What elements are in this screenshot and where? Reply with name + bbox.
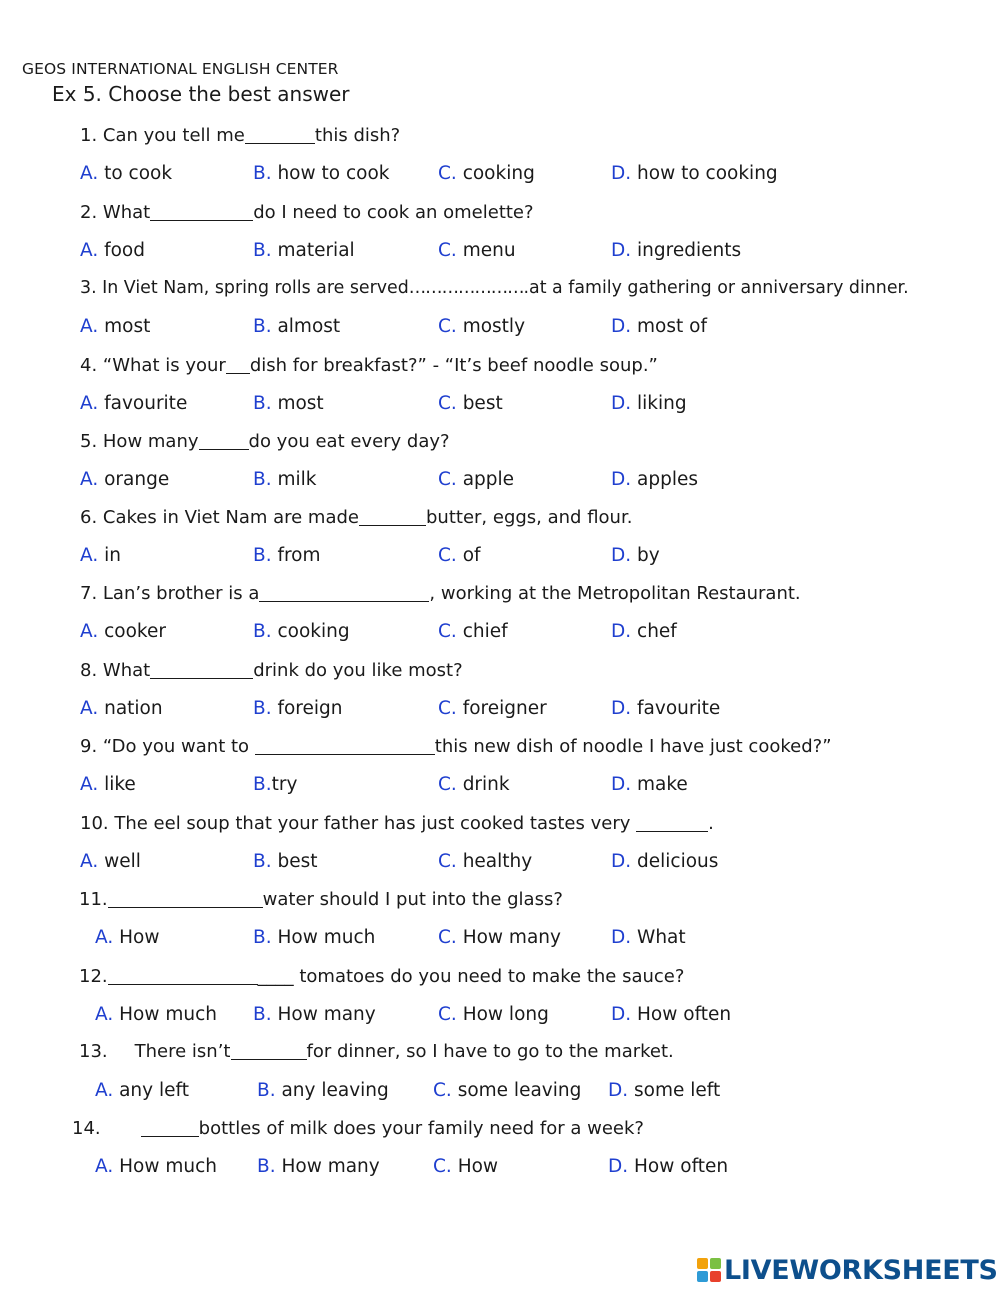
answer-blank[interactable] [259, 583, 429, 602]
option-c[interactable]: C. How long [438, 1004, 549, 1025]
option-d[interactable]: D. liking [611, 393, 687, 414]
option-c[interactable]: C. menu [438, 240, 516, 261]
option-b[interactable]: B. from [253, 545, 321, 566]
option-b[interactable]: B. How many [257, 1156, 380, 1177]
answer-blank[interactable] [150, 660, 253, 679]
option-b[interactable]: B. How much [253, 927, 376, 948]
liveworksheets-logo [697, 1253, 998, 1287]
question-11: 11. water should I put into the glass? [79, 889, 563, 910]
option-b[interactable]: B. milk [253, 469, 317, 490]
option-b[interactable]: B. almost [253, 316, 341, 337]
option-a[interactable]: A. to cook [80, 163, 173, 184]
question-3: 3. In Viet Nam, spring rolls are served………………….at a family gathering or anniversary dinner. [80, 278, 909, 298]
answer-blank[interactable] [226, 355, 250, 374]
option-c[interactable]: C. cooking [438, 163, 535, 184]
option-d[interactable]: D. most of [611, 316, 707, 337]
option-c[interactable]: C. some leaving [433, 1080, 582, 1101]
option-c[interactable]: C. of [438, 545, 481, 566]
option-a[interactable]: A. orange [80, 469, 170, 490]
answer-blank[interactable] [199, 431, 249, 450]
answer-blank[interactable] [150, 202, 253, 221]
question-13: 13. There isn’t for dinner, so I have to go to the market. [79, 1041, 674, 1062]
option-d[interactable]: D. What [611, 927, 686, 948]
question-6: 6. Cakes in Viet Nam are made butter, eggs, and flour. [80, 507, 633, 528]
question-5: 5. How many do you eat every day? [80, 431, 450, 452]
option-c[interactable]: C. foreigner [438, 698, 547, 719]
option-b[interactable]: B. best [253, 851, 318, 872]
option-a[interactable]: A. most [80, 316, 151, 337]
option-b[interactable]: B.try [253, 774, 298, 795]
option-d[interactable]: D. by [611, 545, 660, 566]
option-c[interactable]: C. apple [438, 469, 515, 490]
option-d[interactable]: D. apples [611, 469, 699, 490]
option-a[interactable]: A. like [80, 774, 136, 795]
liveworksheets-logo-icon [697, 1258, 721, 1282]
option-d[interactable]: D. how to cooking [611, 163, 778, 184]
option-a[interactable]: A. well [80, 851, 141, 872]
question-1: 1. Can you tell me this dish? [80, 125, 401, 146]
question-7: 7. Lan’s brother is a , working at the Metropolitan Restaurant. [80, 583, 801, 604]
option-d[interactable]: D. delicious [611, 851, 719, 872]
answer-blank[interactable]: ………………… [408, 278, 524, 298]
option-c[interactable]: C. drink [438, 774, 510, 795]
option-d[interactable]: D. make [611, 774, 688, 795]
answer-blank[interactable] [231, 1041, 307, 1060]
option-a[interactable]: A. cooker [80, 621, 166, 642]
option-c[interactable]: C. chief [438, 621, 508, 642]
exercise-title: Ex 5. Choose the best answer [52, 82, 350, 106]
option-d[interactable]: D. How often [608, 1156, 729, 1177]
option-b[interactable]: B. most [253, 393, 324, 414]
option-c[interactable]: C. healthy [438, 851, 533, 872]
option-b[interactable]: B. How many [253, 1004, 376, 1025]
option-d[interactable]: D. ingredients [611, 240, 742, 261]
question-12: 12. ____ tomatoes do you need to make the sauce? [79, 966, 685, 987]
logo-text: LIVEWORKSHEETS [724, 1254, 998, 1286]
question-8: 8. What drink do you like most? [80, 660, 463, 681]
answer-blank[interactable] [255, 736, 435, 755]
option-b[interactable]: B. material [253, 240, 355, 261]
question-9: 9. “Do you want to this new dish of noodle I have just cooked?” [80, 736, 832, 757]
option-a[interactable]: A. food [80, 240, 145, 261]
question-14: 14. bottles of milk does your family need for a week? [72, 1118, 644, 1139]
option-d[interactable]: D. How often [611, 1004, 732, 1025]
question-4: 4. “What is your dish for breakfast?” - “It’s beef noodle soup.” [80, 355, 658, 376]
answer-blank[interactable] [141, 1118, 199, 1137]
answer-blank[interactable] [359, 507, 426, 526]
option-c[interactable]: C. How many [438, 927, 561, 948]
option-c[interactable]: C. How [433, 1156, 499, 1177]
answer-blank[interactable] [245, 125, 315, 144]
option-b[interactable]: B. foreign [253, 698, 343, 719]
question-2: 2. What do I need to cook an omelette? [80, 202, 534, 223]
option-a[interactable]: A. nation [80, 698, 163, 719]
option-a[interactable]: A. in [80, 545, 121, 566]
question-10: 10. The eel soup that your father has just cooked tastes very . [80, 813, 714, 834]
option-c[interactable]: C. best [438, 393, 503, 414]
option-b[interactable]: B. cooking [253, 621, 350, 642]
option-b[interactable]: B. any leaving [257, 1080, 389, 1101]
option-d[interactable]: D. chef [611, 621, 677, 642]
option-c[interactable]: C. mostly [438, 316, 526, 337]
school-name: GEOS INTERNATIONAL ENGLISH CENTER [22, 60, 339, 78]
option-b[interactable]: B. how to cook [253, 163, 390, 184]
answer-blank[interactable] [108, 889, 263, 908]
option-a[interactable]: A. How much [95, 1004, 217, 1025]
option-a[interactable]: A. How much [95, 1156, 217, 1177]
option-a[interactable]: A. How [95, 927, 160, 948]
option-d[interactable]: D. favourite [611, 698, 721, 719]
option-d[interactable]: D. some left [608, 1080, 721, 1101]
answer-blank[interactable] [636, 813, 708, 832]
option-a[interactable]: A. any left [95, 1080, 189, 1101]
answer-blank[interactable] [108, 966, 258, 985]
option-a[interactable]: A. favourite [80, 393, 188, 414]
